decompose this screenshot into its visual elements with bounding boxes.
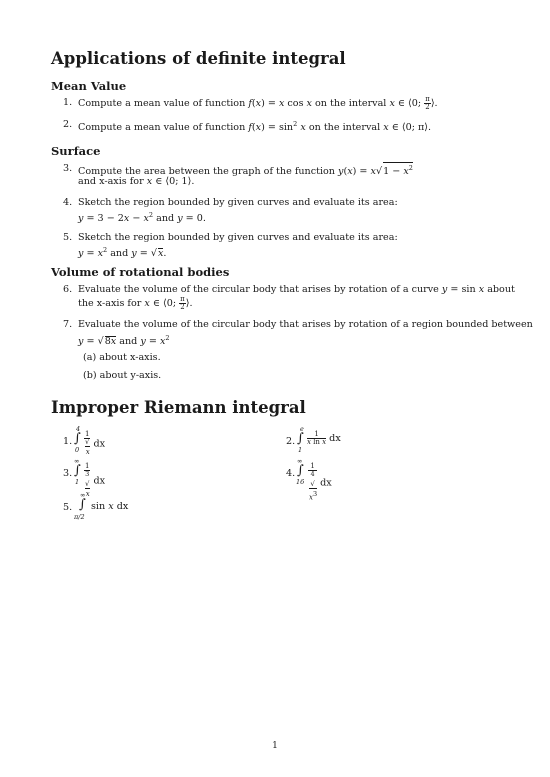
section-volume: Volume of rotational bodies [51, 265, 230, 279]
integral-5: 5. ∞ ∫ π/2 sin x dx [63, 491, 129, 521]
problem-4: 4. Sketch the region bounded by given curves and evaluate its area: $y = 3 - 2x - x^2$ and y = 0. [63, 197, 398, 225]
problem-5: 5. Sketch the region bounded by given curves and evaluate its area: $y = x^2$ and y = √x. [63, 232, 398, 260]
page-number: 1 [272, 741, 278, 751]
section-mean-value: Mean Value [51, 79, 127, 93]
integral-1: 1. 4 ∫ 0 1 √ x dx [63, 425, 106, 456]
problem-7: 7. Evaluate the volume of the circular body that arises by rotation of a region bounded between y = √8x and $y = x^2$ (a) about x-axis. (b) about y-axis. [63, 319, 533, 381]
integral-3: 3. ∞ ∫ 1 1 $^3$ √ x dx [63, 457, 106, 499]
problem-1: 1. Compute a mean value of function f(x) = x cos x on the interval x ∈ ⟨0; $\frac{\pi}{2}$ ⟩. [63, 95, 438, 111]
page-title: Applications of definite integral [51, 49, 346, 68]
section-improper: Improper Riemann integral [51, 398, 306, 417]
integral-4: 4. ∞ ∫ 16 1 $^4$ √ $x^3$ dx [286, 457, 332, 502]
integral-2: 2. e ∫ 1 $\frac{1}{\text{x ln x}}$ dx [286, 425, 341, 454]
problem-6: 6. Evaluate the volume of the circular body that arises by rotation of a curve y = sin x about the x-axis for x ∈ ⟨0; $\frac{\pi}{2}$ ⟩. [63, 284, 515, 311]
problem-2: 2. Compute a mean value of function $f(x) = \sin^2 x$ on the interval x ∈ ⟨0; π⟩. [63, 119, 432, 134]
problem-7b: (b) about y-axis. [83, 370, 162, 381]
problem-7a: (a) about x-axis. [83, 352, 161, 363]
problem-3: 3. Compute the area between the graph of the function $y(x) = x√1 - x^2$ and x-axis for x ∈ ⟨0; 1⟩. [63, 163, 413, 187]
section-surface: Surface [51, 144, 101, 158]
